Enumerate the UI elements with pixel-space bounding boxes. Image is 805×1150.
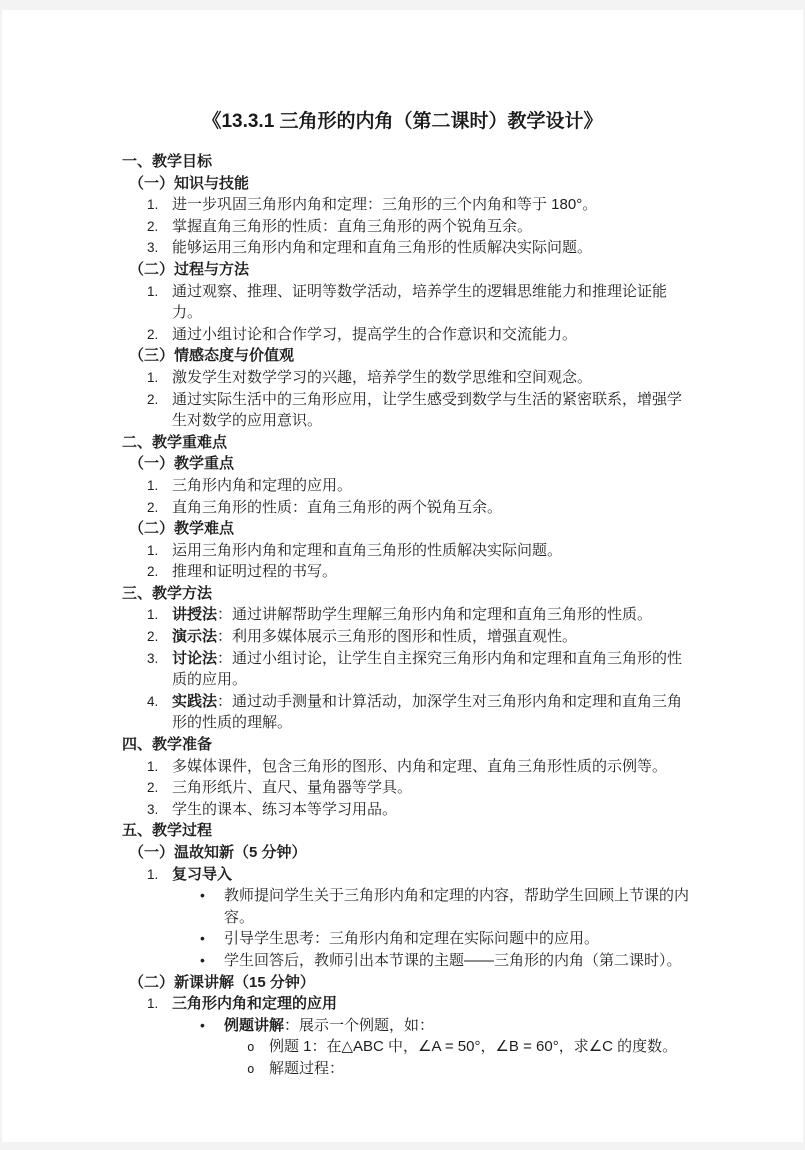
document-title: 《13.3.1 三角形的内角（第二课时）教学设计》	[202, 111, 603, 132]
item-bold-label: 讨论法	[172, 649, 218, 667]
numbered-item	[2, 993, 695, 1015]
numbered-item	[2, 777, 695, 799]
item-text	[172, 993, 695, 1015]
item-bold-label: 讲授法	[172, 606, 218, 624]
bullet-item	[2, 928, 695, 950]
item-number: 1.	[147, 477, 159, 493]
item-text: 实践法：通过动手测量和计算活动，加深学生对三角形内角和定理和直角三角形的性质的理解。	[172, 692, 683, 732]
item-text: 例题 1：在△ABC 中，∠A = 50°，∠B = 60°，求∠C 的度数。	[269, 1038, 678, 1056]
item-number: 3.	[147, 650, 159, 666]
item-number: 2.	[147, 499, 159, 515]
numbered-item	[2, 216, 695, 238]
bullet-icon: •	[200, 951, 205, 968]
item-number: 1.	[147, 607, 159, 623]
numbered-item	[2, 497, 695, 519]
item-text: 教师提问学生关于三角形内角和定理的内容，帮助学生回顾上节课的内容。	[224, 887, 690, 926]
item-number: 1.	[147, 866, 159, 882]
item-number: 2.	[147, 326, 159, 342]
item-number: 2.	[147, 218, 159, 234]
item-text: 直角三角形的性质：直角三角形的两个锐角互余。	[172, 498, 503, 516]
item-number: 2.	[147, 391, 159, 407]
item-number: 1.	[147, 197, 159, 213]
item-number: 3.	[147, 801, 159, 817]
item-text: 讨论法：通过小组讨论，让学生自主探究三角形内角和定理和直角三角形的性质的应用。	[172, 649, 683, 689]
item-text: 学生的课本、练习本等学习用品。	[172, 800, 398, 818]
subsection-heading: （一）教学重点	[129, 455, 235, 473]
numbered-item	[2, 561, 695, 583]
numbered-item	[2, 648, 695, 691]
item-number: 1.	[147, 283, 159, 299]
item-number: 1.	[147, 758, 159, 774]
item-text: 讲授法：通过讲解帮助学生理解三角形内角和定理和直角三角形的性质。	[172, 606, 653, 624]
document-body	[2, 151, 803, 1080]
numbered-item	[2, 691, 695, 734]
item-text: 通过观察、推理、证明等数学活动，培养学生的逻辑思维能力和推理论证能力。	[172, 282, 668, 322]
item-number: 2.	[147, 564, 159, 580]
section-heading: 四、教学准备	[122, 736, 213, 754]
item-number: 1.	[147, 369, 159, 385]
numbered-item	[2, 799, 695, 821]
item-bold-label: 例题讲解	[224, 1016, 285, 1034]
item-text: 学生回答后，教师引出本节课的主题——三角形的内角（第二课时）。	[224, 951, 682, 969]
subsection-heading: （二）教学难点	[129, 520, 235, 538]
item-text: 进一步巩固三角形内角和定理：三角形的三个内角和等于 180°。	[172, 196, 598, 214]
item-text: 通过小组讨论和合作学习，提高学生的合作意识和交流能力。	[172, 325, 578, 343]
numbered-item	[2, 864, 695, 886]
subsection-heading: （一）温故知新（5 分钟）	[129, 844, 307, 861]
item-bold-label: 实践法	[172, 692, 218, 710]
item-text: 掌握直角三角形的性质：直角三角形的两个锐角互余。	[172, 217, 533, 235]
item-text: 能够运用三角形内角和定理和直角三角形的性质解决实际问题。	[172, 239, 593, 257]
item-number: 1.	[147, 542, 159, 558]
circle-bullet-icon: o	[247, 1039, 255, 1055]
item-bold-label: 复习导入	[172, 865, 233, 883]
numbered-item	[2, 389, 695, 432]
item-text	[172, 864, 695, 886]
item-text: 例题讲解：展示一个例题，如：	[224, 1016, 435, 1034]
item-text: 引导学生思考：三角形内角和定理在实际问题中的应用。	[224, 930, 600, 948]
numbered-item	[2, 281, 695, 324]
item-bold-label: 演示法	[172, 628, 218, 646]
bullet-item	[2, 885, 695, 928]
circle-bullet-icon: o	[247, 1060, 255, 1076]
sub-bullet-item	[2, 1036, 695, 1058]
bullet-icon: •	[200, 887, 205, 904]
bullet-icon: •	[200, 930, 205, 947]
numbered-item	[2, 475, 695, 497]
numbered-item	[2, 540, 695, 562]
item-number: 3.	[147, 240, 159, 256]
section-heading: 五、教学过程	[122, 822, 213, 840]
numbered-item	[2, 367, 695, 389]
document-page	[2, 10, 803, 1142]
subsection-heading: （三）情感态度与价值观	[129, 347, 295, 365]
item-bold-label: 三角形内角和定理的应用	[172, 995, 338, 1013]
item-text: 三角形纸片、直尺、量角器等学具。	[172, 779, 413, 797]
numbered-item	[2, 324, 695, 346]
numbered-item	[2, 604, 695, 626]
item-number: 1.	[147, 996, 159, 1012]
section-heading: 一、教学目标	[122, 153, 213, 170]
section-heading: 二、教学重难点	[122, 433, 228, 451]
item-number: 2.	[147, 629, 159, 645]
numbered-item	[2, 237, 695, 259]
subsection-heading: （一）知识与技能	[129, 174, 250, 192]
item-text: 多媒体课件，包含三角形的图形、内角和定理、直角三角形性质的示例等。	[172, 757, 668, 775]
item-text: 通过实际生活中的三角形应用，让学生感受到数学与生活的紧密联系，增强学生对数学的应用意识。	[172, 390, 683, 430]
item-text: 激发学生对数学学习的兴趣，培养学生的数学思维和空间观念。	[172, 368, 593, 386]
item-text: 演示法：利用多媒体展示三角形的图形和性质，增强直观性。	[172, 628, 578, 646]
item-number: 2.	[147, 780, 159, 796]
section-heading: 三、教学方法	[122, 584, 213, 602]
bullet-icon: •	[200, 1016, 205, 1033]
subsection-heading: （二）过程与方法	[129, 260, 250, 278]
bullet-item	[2, 1015, 695, 1037]
item-text: 运用三角形内角和定理和直角三角形的性质解决实际问题。	[172, 541, 563, 559]
item-text: 解题过程：	[269, 1059, 345, 1077]
item-text: 推理和证明过程的书写。	[172, 563, 338, 581]
item-number: 4.	[147, 693, 159, 709]
bullet-item	[2, 950, 695, 972]
numbered-item	[2, 194, 695, 216]
item-text: 三角形内角和定理的应用。	[172, 476, 353, 494]
sub-bullet-item	[2, 1058, 695, 1080]
subsection-heading: （二）新课讲解（15 分钟）	[129, 973, 315, 991]
numbered-item	[2, 626, 695, 648]
numbered-item	[2, 756, 695, 778]
